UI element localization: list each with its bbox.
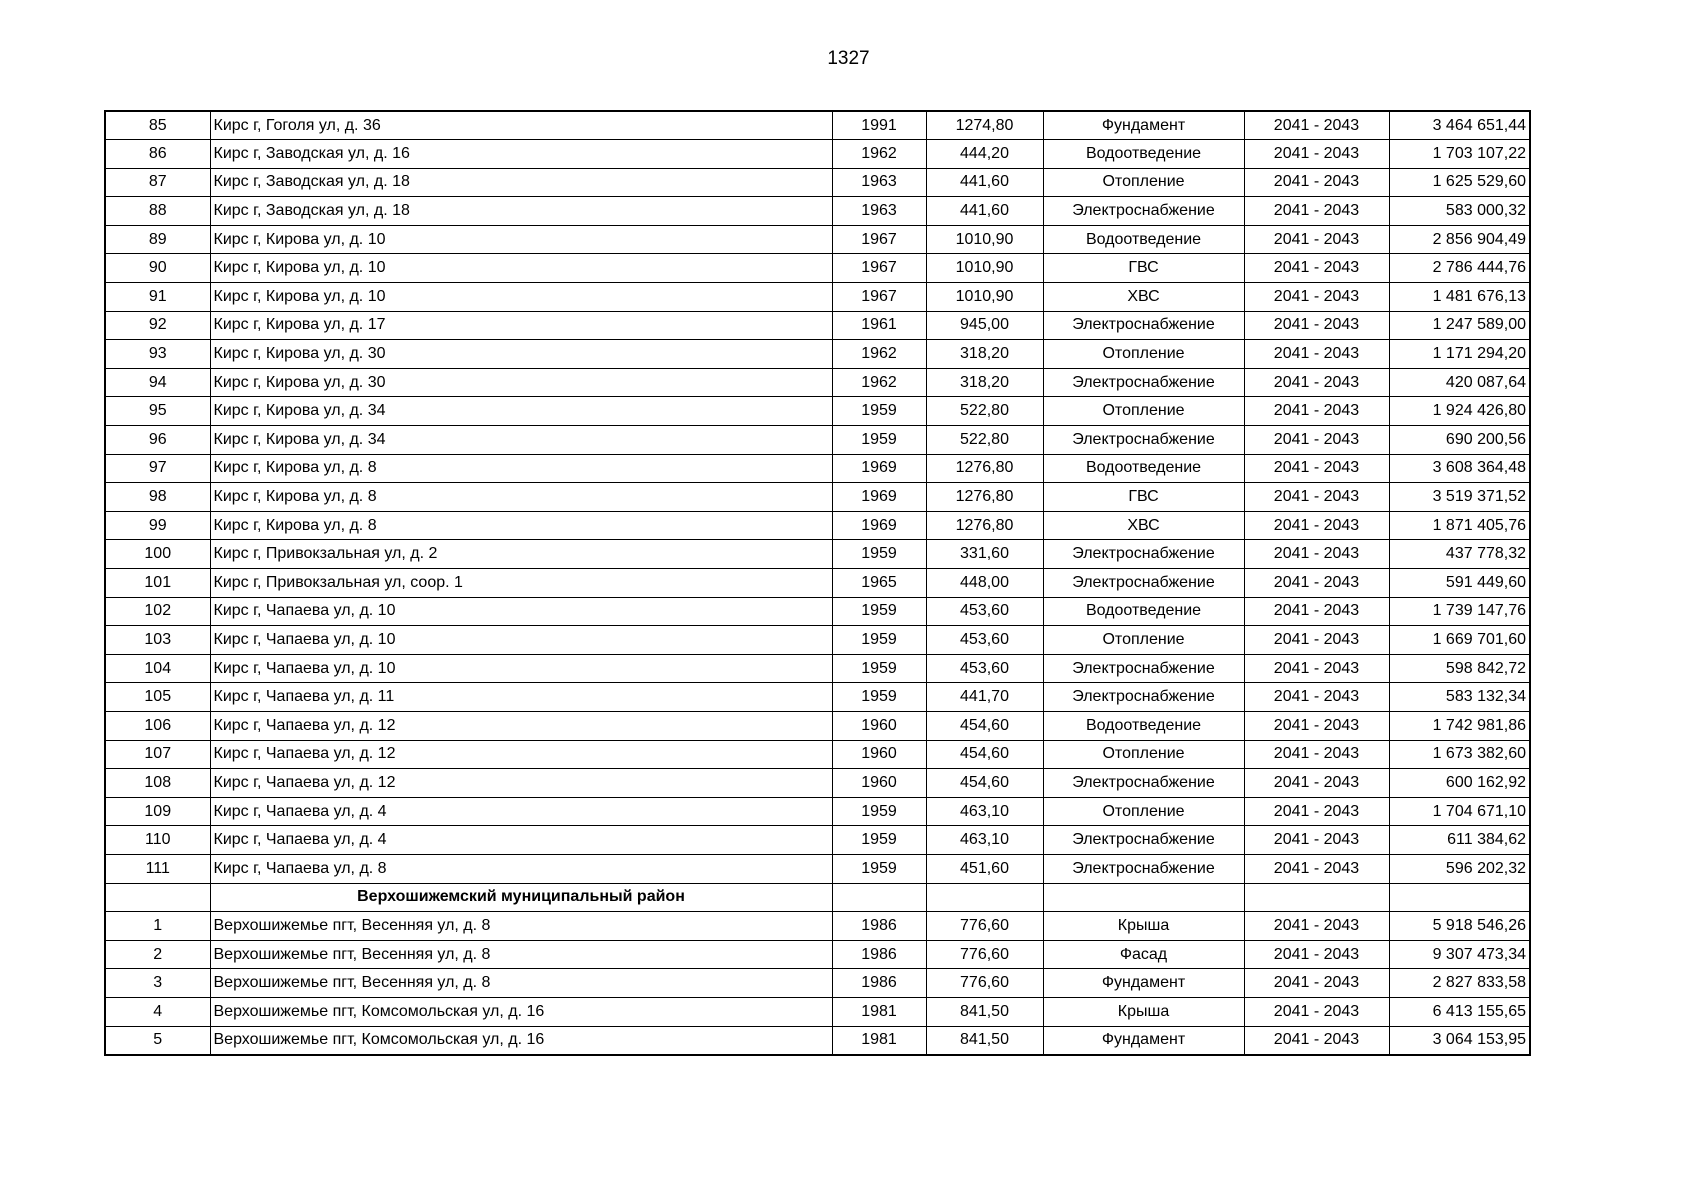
address-cell: Кирс г, Кирова ул, д. 10 bbox=[210, 283, 832, 312]
cost-cell: 2 786 444,76 bbox=[1389, 254, 1530, 283]
row-number-cell: 96 bbox=[105, 426, 210, 455]
table-row bbox=[105, 540, 1530, 569]
cost-cell: 9 307 473,34 bbox=[1389, 940, 1530, 969]
cost-cell: 583 132,34 bbox=[1389, 683, 1530, 712]
work-type-cell: Электроснабжение bbox=[1043, 197, 1244, 226]
period-cell: 2041 - 2043 bbox=[1244, 797, 1389, 826]
row-number-cell: 102 bbox=[105, 597, 210, 626]
table-row bbox=[105, 997, 1530, 1026]
table-row bbox=[105, 483, 1530, 512]
row-number-cell: 3 bbox=[105, 969, 210, 998]
work-type-cell: Фасад bbox=[1043, 940, 1244, 969]
cost-cell: 598 842,72 bbox=[1389, 654, 1530, 683]
work-type-cell: Крыша bbox=[1043, 912, 1244, 941]
address-cell: Кирс г, Чапаева ул, д. 12 bbox=[210, 740, 832, 769]
period-cell: 2041 - 2043 bbox=[1244, 397, 1389, 426]
page-number: 1327 bbox=[827, 48, 870, 69]
row-number-cell: 105 bbox=[105, 683, 210, 712]
area-cell: 331,60 bbox=[926, 540, 1043, 569]
table-row bbox=[105, 254, 1530, 283]
area-cell: 522,80 bbox=[926, 426, 1043, 455]
work-type-cell: Фундамент bbox=[1043, 111, 1244, 140]
area-cell: 776,60 bbox=[926, 969, 1043, 998]
row-number-cell: 107 bbox=[105, 740, 210, 769]
table-row bbox=[105, 683, 1530, 712]
period-cell: 2041 - 2043 bbox=[1244, 912, 1389, 941]
year-built-cell: 1960 bbox=[832, 740, 926, 769]
year-built-cell: 1959 bbox=[832, 826, 926, 855]
year-built-cell: 1967 bbox=[832, 283, 926, 312]
work-type-cell: Электроснабжение bbox=[1043, 683, 1244, 712]
cost-cell: 1 739 147,76 bbox=[1389, 597, 1530, 626]
work-type-cell: Отопление bbox=[1043, 340, 1244, 369]
work-type-cell: Отопление bbox=[1043, 797, 1244, 826]
address-cell: Кирс г, Чапаева ул, д. 10 bbox=[210, 654, 832, 683]
cost-cell: 1 247 589,00 bbox=[1389, 311, 1530, 340]
area-cell: 945,00 bbox=[926, 311, 1043, 340]
row-number-cell: 89 bbox=[105, 225, 210, 254]
cost-cell: 1 481 676,13 bbox=[1389, 283, 1530, 312]
row-number-cell: 106 bbox=[105, 711, 210, 740]
period-cell: 2041 - 2043 bbox=[1244, 197, 1389, 226]
table-row bbox=[105, 340, 1530, 369]
area-cell: 318,20 bbox=[926, 340, 1043, 369]
cost-cell: 1 625 529,60 bbox=[1389, 168, 1530, 197]
cost-cell: 420 087,64 bbox=[1389, 368, 1530, 397]
period-cell: 2041 - 2043 bbox=[1244, 540, 1389, 569]
repair-schedule-table bbox=[104, 110, 1531, 1056]
period-cell: 2041 - 2043 bbox=[1244, 454, 1389, 483]
work-type-cell: Отопление bbox=[1043, 397, 1244, 426]
row-number-cell: 94 bbox=[105, 368, 210, 397]
area-cell: 1010,90 bbox=[926, 254, 1043, 283]
address-cell: Кирс г, Кирова ул, д. 34 bbox=[210, 426, 832, 455]
cost-cell: 611 384,62 bbox=[1389, 826, 1530, 855]
address-cell: Кирс г, Чапаева ул, д. 8 bbox=[210, 854, 832, 883]
cost-cell: 596 202,32 bbox=[1389, 854, 1530, 883]
area-cell: 448,00 bbox=[926, 569, 1043, 598]
period-cell: 2041 - 2043 bbox=[1244, 111, 1389, 140]
period-cell: 2041 - 2043 bbox=[1244, 311, 1389, 340]
table-row bbox=[105, 168, 1530, 197]
address-cell: Верхошижемье пгт, Комсомольская ул, д. 16 bbox=[210, 997, 832, 1026]
work-type-cell: Фундамент bbox=[1043, 1026, 1244, 1055]
work-type-cell: Водоотведение bbox=[1043, 454, 1244, 483]
address-cell: Кирс г, Кирова ул, д. 8 bbox=[210, 454, 832, 483]
address-cell: Кирс г, Заводская ул, д. 18 bbox=[210, 168, 832, 197]
area-cell: 1010,90 bbox=[926, 225, 1043, 254]
table-row bbox=[105, 368, 1530, 397]
table-row bbox=[105, 740, 1530, 769]
row-number-cell: 90 bbox=[105, 254, 210, 283]
work-type-cell: Отопление bbox=[1043, 168, 1244, 197]
section-header-row bbox=[105, 883, 1530, 912]
cost-cell: 3 608 364,48 bbox=[1389, 454, 1530, 483]
area-cell: 776,60 bbox=[926, 912, 1043, 941]
section-title: Верхошижемский муниципальный район bbox=[210, 883, 832, 912]
empty-cell bbox=[832, 883, 926, 912]
row-number-cell: 104 bbox=[105, 654, 210, 683]
period-cell: 2041 - 2043 bbox=[1244, 711, 1389, 740]
year-built-cell: 1959 bbox=[832, 654, 926, 683]
area-cell: 841,50 bbox=[926, 1026, 1043, 1055]
address-cell: Кирс г, Кирова ул, д. 8 bbox=[210, 483, 832, 512]
row-number-cell: 99 bbox=[105, 511, 210, 540]
cost-cell: 1 742 981,86 bbox=[1389, 711, 1530, 740]
address-cell: Кирс г, Кирова ул, д. 34 bbox=[210, 397, 832, 426]
address-cell: Кирс г, Чапаева ул, д. 12 bbox=[210, 711, 832, 740]
cost-cell: 1 704 671,10 bbox=[1389, 797, 1530, 826]
work-type-cell: Электроснабжение bbox=[1043, 426, 1244, 455]
table-row bbox=[105, 426, 1530, 455]
work-type-cell: ХВС bbox=[1043, 283, 1244, 312]
area-cell: 318,20 bbox=[926, 368, 1043, 397]
address-cell: Кирс г, Кирова ул, д. 10 bbox=[210, 254, 832, 283]
work-type-cell: Электроснабжение bbox=[1043, 654, 1244, 683]
address-cell: Кирс г, Чапаева ул, д. 12 bbox=[210, 769, 832, 798]
table-row bbox=[105, 197, 1530, 226]
cost-cell: 3 064 153,95 bbox=[1389, 1026, 1530, 1055]
address-cell: Кирс г, Кирова ул, д. 30 bbox=[210, 368, 832, 397]
table-row bbox=[105, 569, 1530, 598]
address-cell: Верхошижемье пгт, Весенняя ул, д. 8 bbox=[210, 940, 832, 969]
period-cell: 2041 - 2043 bbox=[1244, 569, 1389, 598]
work-type-cell: ГВС bbox=[1043, 483, 1244, 512]
period-cell: 2041 - 2043 bbox=[1244, 1026, 1389, 1055]
table-row bbox=[105, 940, 1530, 969]
row-number-cell: 95 bbox=[105, 397, 210, 426]
area-cell: 454,60 bbox=[926, 740, 1043, 769]
area-cell: 522,80 bbox=[926, 397, 1043, 426]
row-number-cell: 103 bbox=[105, 626, 210, 655]
empty-cell bbox=[105, 883, 210, 912]
year-built-cell: 1959 bbox=[832, 397, 926, 426]
work-type-cell: Электроснабжение bbox=[1043, 769, 1244, 798]
address-cell: Кирс г, Чапаева ул, д. 10 bbox=[210, 597, 832, 626]
table-row bbox=[105, 597, 1530, 626]
row-number-cell: 86 bbox=[105, 140, 210, 169]
work-type-cell: Водоотведение bbox=[1043, 225, 1244, 254]
year-built-cell: 1959 bbox=[832, 683, 926, 712]
empty-cell bbox=[926, 883, 1043, 912]
area-cell: 841,50 bbox=[926, 997, 1043, 1026]
area-cell: 1276,80 bbox=[926, 454, 1043, 483]
work-type-cell: Электроснабжение bbox=[1043, 311, 1244, 340]
area-cell: 776,60 bbox=[926, 940, 1043, 969]
area-cell: 444,20 bbox=[926, 140, 1043, 169]
row-number-cell: 2 bbox=[105, 940, 210, 969]
period-cell: 2041 - 2043 bbox=[1244, 368, 1389, 397]
address-cell: Кирс г, Кирова ул, д. 17 bbox=[210, 311, 832, 340]
year-built-cell: 1961 bbox=[832, 311, 926, 340]
work-type-cell: ХВС bbox=[1043, 511, 1244, 540]
period-cell: 2041 - 2043 bbox=[1244, 769, 1389, 798]
area-cell: 453,60 bbox=[926, 654, 1043, 683]
period-cell: 2041 - 2043 bbox=[1244, 826, 1389, 855]
cost-cell: 2 827 833,58 bbox=[1389, 969, 1530, 998]
cost-cell: 1 171 294,20 bbox=[1389, 340, 1530, 369]
cost-cell: 1 871 405,76 bbox=[1389, 511, 1530, 540]
row-number-cell: 109 bbox=[105, 797, 210, 826]
year-built-cell: 1959 bbox=[832, 597, 926, 626]
area-cell: 1274,80 bbox=[926, 111, 1043, 140]
address-cell: Кирс г, Чапаева ул, д. 10 bbox=[210, 626, 832, 655]
period-cell: 2041 - 2043 bbox=[1244, 940, 1389, 969]
year-built-cell: 1963 bbox=[832, 168, 926, 197]
cost-cell: 5 918 546,26 bbox=[1389, 912, 1530, 941]
row-number-cell: 88 bbox=[105, 197, 210, 226]
area-cell: 441,70 bbox=[926, 683, 1043, 712]
table-row bbox=[105, 140, 1530, 169]
address-cell: Кирс г, Заводская ул, д. 16 bbox=[210, 140, 832, 169]
work-type-cell: Водоотведение bbox=[1043, 711, 1244, 740]
address-cell: Кирс г, Кирова ул, д. 8 bbox=[210, 511, 832, 540]
year-built-cell: 1959 bbox=[832, 854, 926, 883]
period-cell: 2041 - 2043 bbox=[1244, 225, 1389, 254]
year-built-cell: 1967 bbox=[832, 254, 926, 283]
address-cell: Кирс г, Чапаева ул, д. 11 bbox=[210, 683, 832, 712]
year-built-cell: 1962 bbox=[832, 140, 926, 169]
work-type-cell: Электроснабжение bbox=[1043, 854, 1244, 883]
address-cell: Верхошижемье пгт, Весенняя ул, д. 8 bbox=[210, 969, 832, 998]
cost-cell: 1 703 107,22 bbox=[1389, 140, 1530, 169]
address-cell: Кирс г, Привокзальная ул, д. 2 bbox=[210, 540, 832, 569]
cost-cell: 437 778,32 bbox=[1389, 540, 1530, 569]
row-number-cell: 5 bbox=[105, 1026, 210, 1055]
work-type-cell: Электроснабжение bbox=[1043, 368, 1244, 397]
period-cell: 2041 - 2043 bbox=[1244, 340, 1389, 369]
cost-cell: 690 200,56 bbox=[1389, 426, 1530, 455]
period-cell: 2041 - 2043 bbox=[1244, 140, 1389, 169]
address-cell: Верхошижемье пгт, Комсомольская ул, д. 16 bbox=[210, 1026, 832, 1055]
work-type-cell: Отопление bbox=[1043, 740, 1244, 769]
address-cell: Кирс г, Чапаева ул, д. 4 bbox=[210, 797, 832, 826]
empty-cell bbox=[1389, 883, 1530, 912]
year-built-cell: 1960 bbox=[832, 711, 926, 740]
period-cell: 2041 - 2043 bbox=[1244, 626, 1389, 655]
table-row bbox=[105, 311, 1530, 340]
period-cell: 2041 - 2043 bbox=[1244, 997, 1389, 1026]
address-cell: Кирс г, Гоголя ул, д. 36 bbox=[210, 111, 832, 140]
area-cell: 463,10 bbox=[926, 797, 1043, 826]
area-cell: 453,60 bbox=[926, 597, 1043, 626]
work-type-cell: Отопление bbox=[1043, 626, 1244, 655]
period-cell: 2041 - 2043 bbox=[1244, 654, 1389, 683]
work-type-cell: Крыша bbox=[1043, 997, 1244, 1026]
period-cell: 2041 - 2043 bbox=[1244, 969, 1389, 998]
period-cell: 2041 - 2043 bbox=[1244, 483, 1389, 512]
work-type-cell: Электроснабжение bbox=[1043, 569, 1244, 598]
row-number-cell: 100 bbox=[105, 540, 210, 569]
cost-cell: 591 449,60 bbox=[1389, 569, 1530, 598]
year-built-cell: 1959 bbox=[832, 797, 926, 826]
cost-cell: 3 519 371,52 bbox=[1389, 483, 1530, 512]
area-cell: 1010,90 bbox=[926, 283, 1043, 312]
year-built-cell: 1965 bbox=[832, 569, 926, 598]
period-cell: 2041 - 2043 bbox=[1244, 683, 1389, 712]
work-type-cell: Фундамент bbox=[1043, 969, 1244, 998]
table-row bbox=[105, 511, 1530, 540]
period-cell: 2041 - 2043 bbox=[1244, 740, 1389, 769]
row-number-cell: 85 bbox=[105, 111, 210, 140]
table-row bbox=[105, 912, 1530, 941]
period-cell: 2041 - 2043 bbox=[1244, 511, 1389, 540]
table-row bbox=[105, 1026, 1530, 1055]
area-cell: 441,60 bbox=[926, 197, 1043, 226]
year-built-cell: 1969 bbox=[832, 511, 926, 540]
table-row bbox=[105, 854, 1530, 883]
empty-cell bbox=[1043, 883, 1244, 912]
address-cell: Кирс г, Кирова ул, д. 10 bbox=[210, 225, 832, 254]
row-number-cell: 108 bbox=[105, 769, 210, 798]
year-built-cell: 1991 bbox=[832, 111, 926, 140]
work-type-cell: Водоотведение bbox=[1043, 140, 1244, 169]
cost-cell: 1 669 701,60 bbox=[1389, 626, 1530, 655]
cost-cell: 1 673 382,60 bbox=[1389, 740, 1530, 769]
area-cell: 451,60 bbox=[926, 854, 1043, 883]
row-number-cell: 97 bbox=[105, 454, 210, 483]
table-row bbox=[105, 454, 1530, 483]
area-cell: 454,60 bbox=[926, 769, 1043, 798]
area-cell: 453,60 bbox=[926, 626, 1043, 655]
cost-cell: 6 413 155,65 bbox=[1389, 997, 1530, 1026]
period-cell: 2041 - 2043 bbox=[1244, 254, 1389, 283]
row-number-cell: 101 bbox=[105, 569, 210, 598]
table-row bbox=[105, 769, 1530, 798]
year-built-cell: 1960 bbox=[832, 769, 926, 798]
row-number-cell: 91 bbox=[105, 283, 210, 312]
cost-cell: 1 924 426,80 bbox=[1389, 397, 1530, 426]
period-cell: 2041 - 2043 bbox=[1244, 168, 1389, 197]
year-built-cell: 1986 bbox=[832, 912, 926, 941]
work-type-cell: Водоотведение bbox=[1043, 597, 1244, 626]
table-row bbox=[105, 969, 1530, 998]
table-body bbox=[105, 111, 1530, 1055]
empty-cell bbox=[1244, 883, 1389, 912]
row-number-cell: 92 bbox=[105, 311, 210, 340]
cost-cell: 583 000,32 bbox=[1389, 197, 1530, 226]
address-cell: Верхошижемье пгт, Весенняя ул, д. 8 bbox=[210, 912, 832, 941]
year-built-cell: 1986 bbox=[832, 940, 926, 969]
period-cell: 2041 - 2043 bbox=[1244, 283, 1389, 312]
table-row bbox=[105, 225, 1530, 254]
table-row bbox=[105, 111, 1530, 140]
year-built-cell: 1967 bbox=[832, 225, 926, 254]
year-built-cell: 1959 bbox=[832, 626, 926, 655]
address-cell: Кирс г, Заводская ул, д. 18 bbox=[210, 197, 832, 226]
table-row bbox=[105, 654, 1530, 683]
cost-cell: 3 464 651,44 bbox=[1389, 111, 1530, 140]
period-cell: 2041 - 2043 bbox=[1244, 854, 1389, 883]
cost-cell: 2 856 904,49 bbox=[1389, 225, 1530, 254]
year-built-cell: 1981 bbox=[832, 1026, 926, 1055]
table-row bbox=[105, 283, 1530, 312]
year-built-cell: 1963 bbox=[832, 197, 926, 226]
table-row bbox=[105, 626, 1530, 655]
row-number-cell: 4 bbox=[105, 997, 210, 1026]
table-row bbox=[105, 826, 1530, 855]
year-built-cell: 1969 bbox=[832, 483, 926, 512]
area-cell: 454,60 bbox=[926, 711, 1043, 740]
work-type-cell: ГВС bbox=[1043, 254, 1244, 283]
table-row bbox=[105, 397, 1530, 426]
period-cell: 2041 - 2043 bbox=[1244, 426, 1389, 455]
row-number-cell: 98 bbox=[105, 483, 210, 512]
row-number-cell: 111 bbox=[105, 854, 210, 883]
year-built-cell: 1962 bbox=[832, 340, 926, 369]
address-cell: Кирс г, Чапаева ул, д. 4 bbox=[210, 826, 832, 855]
area-cell: 1276,80 bbox=[926, 483, 1043, 512]
area-cell: 463,10 bbox=[926, 826, 1043, 855]
year-built-cell: 1962 bbox=[832, 368, 926, 397]
cost-cell: 600 162,92 bbox=[1389, 769, 1530, 798]
year-built-cell: 1969 bbox=[832, 454, 926, 483]
row-number-cell: 87 bbox=[105, 168, 210, 197]
year-built-cell: 1959 bbox=[832, 426, 926, 455]
year-built-cell: 1981 bbox=[832, 997, 926, 1026]
period-cell: 2041 - 2043 bbox=[1244, 597, 1389, 626]
row-number-cell: 110 bbox=[105, 826, 210, 855]
table-row bbox=[105, 711, 1530, 740]
year-built-cell: 1959 bbox=[832, 540, 926, 569]
area-cell: 441,60 bbox=[926, 168, 1043, 197]
address-cell: Кирс г, Кирова ул, д. 30 bbox=[210, 340, 832, 369]
area-cell: 1276,80 bbox=[926, 511, 1043, 540]
address-cell: Кирс г, Привокзальная ул, соор. 1 bbox=[210, 569, 832, 598]
table-row bbox=[105, 797, 1530, 826]
work-type-cell: Электроснабжение bbox=[1043, 540, 1244, 569]
work-type-cell: Электроснабжение bbox=[1043, 826, 1244, 855]
row-number-cell: 1 bbox=[105, 912, 210, 941]
year-built-cell: 1986 bbox=[832, 969, 926, 998]
row-number-cell: 93 bbox=[105, 340, 210, 369]
